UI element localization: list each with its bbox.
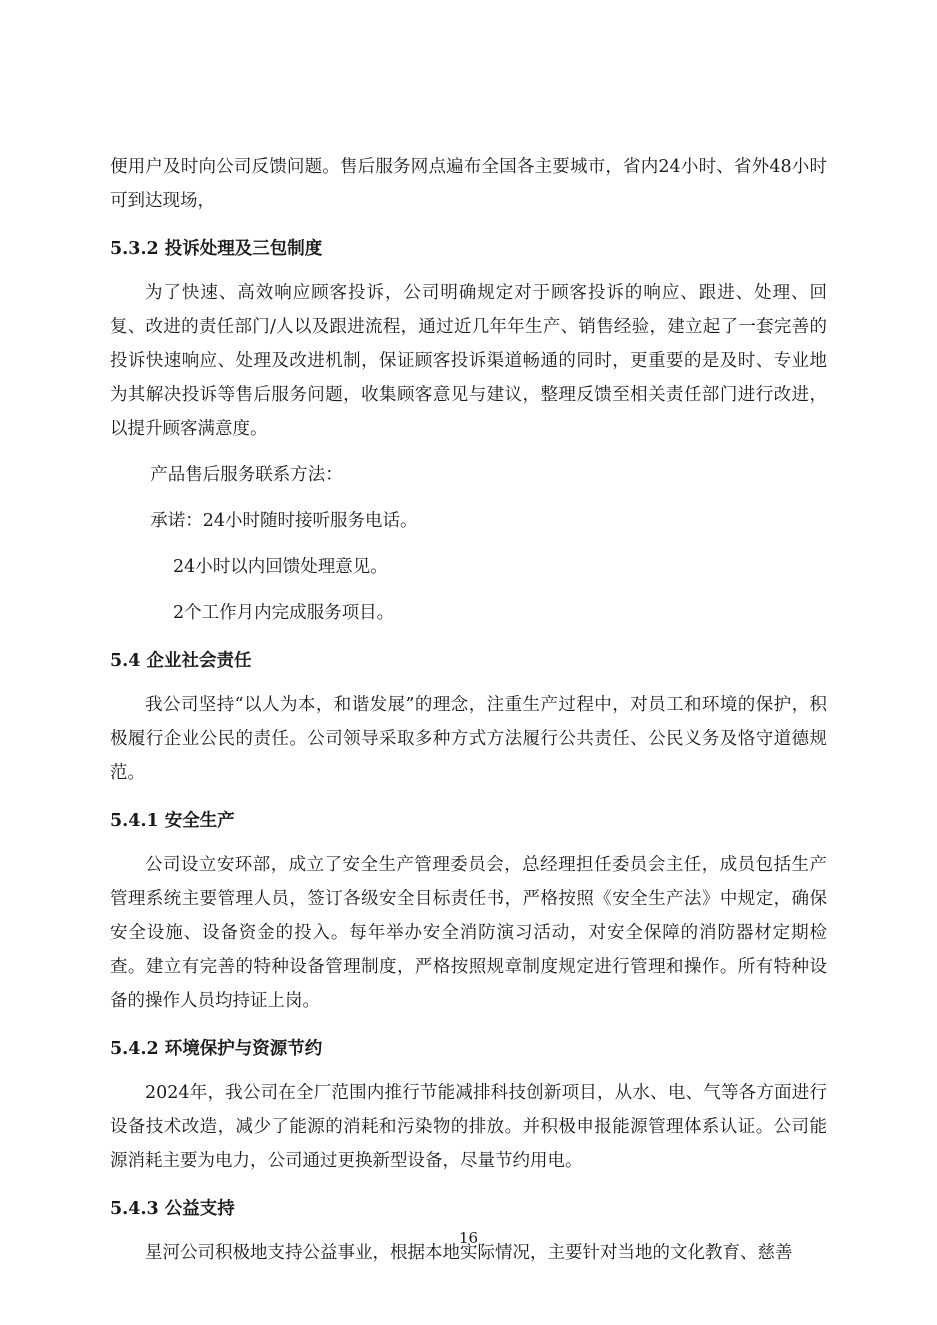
heading-5-4-1: 5.4.1 安全生产 xyxy=(110,811,235,831)
spacer xyxy=(110,446,827,458)
heading-5-3-2: 5.3.2 投诉处理及三包制度 xyxy=(110,239,323,259)
heading-5-4-3: 5.4.3 公益支持 xyxy=(110,1199,235,1219)
spacer xyxy=(110,1178,827,1192)
spacer xyxy=(110,1018,827,1032)
paragraph-environment-protection: 2024年，我公司在全厂范围内推行节能减排科技创新项目，从水、电、气等各方面进行设备技术改造，减少了能源的消耗和污染物的排放。并积极申报能源管理体系认证。公司能源消耗主要为电力，公司通过更换新型设备，尽量节约用电。 xyxy=(110,1083,827,1171)
spacer xyxy=(110,584,827,596)
spacer xyxy=(110,838,827,848)
paragraph-safety-production: 公司设立安环部，成立了安全生产管理委员会，总经理担任委员会主任，成员包括生产管理系统主要管理人员，签订各级安全目标责任书，严格按照《安全生产法》中规定，确保安全设施、设备资金的投入。每年举办安全消防演习活动，对安全保障的消防器材定期检查。建立有完善的特种设备管理制度，严格按照规章制度规定进行管理和操作。所有特种设备的操作人员均持证上岗。 xyxy=(110,855,827,1011)
line-commitment-completion: 2个工作月内完成服务项目。 xyxy=(173,603,395,623)
document-body xyxy=(110,150,827,1270)
spacer xyxy=(110,538,827,550)
spacer xyxy=(110,630,827,644)
page-number: 16 xyxy=(458,1229,479,1247)
spacer xyxy=(110,218,827,232)
spacer xyxy=(110,266,827,276)
heading-5-4-2: 5.4.2 环境保护与资源节约 xyxy=(110,1039,323,1059)
paragraph-public-welfare: 星河公司积极地支持公益事业，根据本地实际情况，主要针对当地的文化教育、慈善 xyxy=(145,1243,793,1263)
spacer xyxy=(110,1066,827,1076)
paragraph-continuation: 便用户及时向公司反馈问题。售后服务网点遍布全国各主要城市，省内24小时、省外48小时可到达现场， xyxy=(110,157,827,211)
line-contact-method: 产品售后服务联系方法： xyxy=(150,465,343,485)
paragraph-complaint-handling: 为了快速、高效响应顾客投诉，公司明确规定对于顾客投诉的响应、跟进、处理、回复、改进的责任部门/人以及跟进流程，通过近几年年生产、销售经验，建立起了一套完善的投诉快速响应、处理及改进机制，保证顾客投诉渠道畅通的同时，更重要的是及时、专业地为其解决投诉等售后服务问题，收集顾客意见与建议，整理反馈至相关责任部门进行改进，以提升顾客满意度。 xyxy=(110,283,827,439)
line-commitment-feedback: 24小时以内回馈处理意见。 xyxy=(173,557,388,577)
spacer xyxy=(110,790,827,804)
spacer xyxy=(110,492,827,504)
paragraph-social-responsibility: 我公司坚持“以人为本，和谐发展”的理念，注重生产过程中，对员工和环境的保护，积极履行企业公民的责任。公司领导采取多种方式方法履行公共责任、公民义务及恪守道德规范。 xyxy=(110,695,827,783)
heading-5-4: 5.4 企业社会责任 xyxy=(110,651,252,671)
spacer xyxy=(110,678,827,688)
line-commitment-phone: 承诺：24小时随时接听服务电话。 xyxy=(150,511,418,531)
